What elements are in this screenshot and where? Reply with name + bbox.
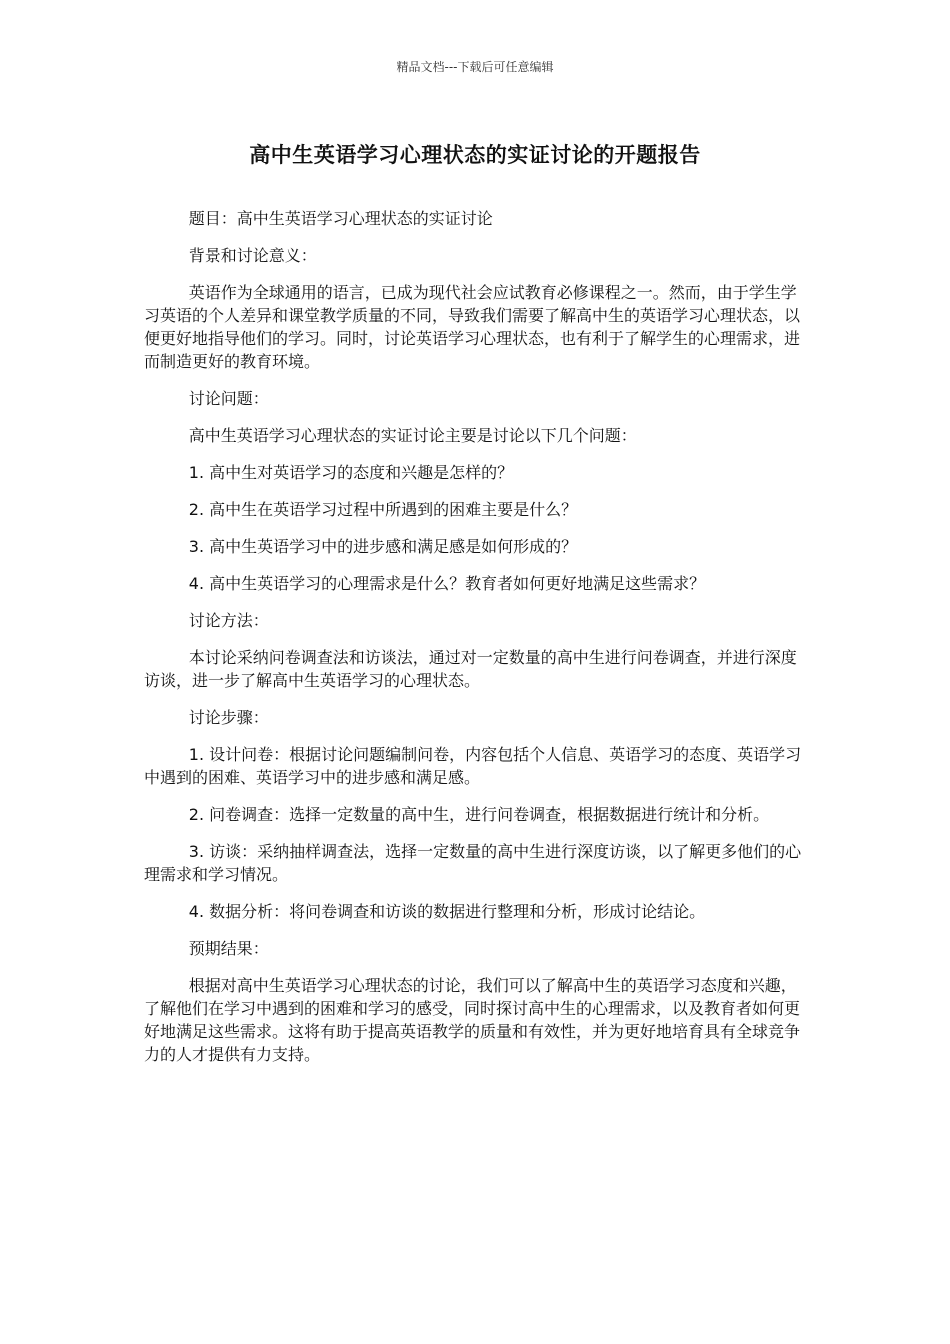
- step-item: 2. 问卷调查：选择一定数量的高中生，进行问卷调查，根据数据进行统计和分析。: [188, 805, 770, 824]
- paragraph-questions-intro: 高中生英语学习心理状态的实证讨论主要是讨论以下几个问题：: [188, 426, 637, 445]
- step-item: 3. 访谈：采纳抽样调查法，选择一定数量的高中生进行深度访谈，以了解更多他们的心理需求和学习情况。: [144, 842, 802, 884]
- heading-steps: 讨论步骤：: [188, 708, 269, 727]
- question-item: 2. 高中生在英语学习过程中所遇到的困难主要是什么？: [188, 500, 578, 519]
- paragraph-expected-results: 根据对高中生英语学习心理状态的讨论，我们可以了解高中生的英语学习态度和兴趣，了解他们在学习中遇到的困难和学习的感受，同时探讨高中生的心理需求，以及教育者如何更好地满足这些需求。这将有助于提高英语教学的质量和有效性，并为更好地培育具有全球竞争力的人才提供有力支持。: [144, 976, 801, 1064]
- heading-methods: 讨论方法：: [188, 611, 269, 630]
- page-header: 精品文档---下载后可任意编辑: [396, 60, 554, 74]
- step-item: 4. 数据分析：将问卷调查和访谈的数据进行整理和分析，形成讨论结论。: [188, 902, 706, 921]
- paragraph-methods: 本讨论采纳问卷调查法和访谈法，通过对一定数量的高中生进行问卷调查，并进行深度访谈，进一步了解高中生英语学习的心理状态。: [144, 648, 797, 690]
- heading-questions: 讨论问题：: [188, 389, 269, 408]
- paragraph-background: 英语作为全球通用的语言，已成为现代社会应试教育必修课程之一。然而，由于学生学习英语的个人差异和课堂教学质量的不同，导致我们需要了解高中生的英语学习心理状态，以便更好地指导他们的学习。同时，讨论英语学习心理状态，也有利于了解学生的心理需求，进而制造更好的教育环境。: [144, 283, 801, 371]
- step-item: 1. 设计问卷：根据讨论问题编制问卷，内容包括个人信息、英语学习的态度、英语学习中遇到的困难、英语学习中的进步感和满足感。: [144, 745, 802, 787]
- question-item: 3. 高中生英语学习中的进步感和满足感是如何形成的？: [188, 537, 578, 556]
- heading-expected-results: 预期结果：: [188, 939, 269, 958]
- question-item: 1. 高中生对英语学习的态度和兴趣是怎样的？: [188, 463, 514, 482]
- document-body: [144, 207, 806, 1080]
- question-item: 4. 高中生英语学习的心理需求是什么？教育者如何更好地满足这些需求？: [188, 574, 706, 593]
- document-title: 高中生英语学习心理状态的实证讨论的开题报告: [249, 143, 701, 167]
- heading-background: 背景和讨论意义：: [188, 246, 317, 265]
- paragraph-topic: 题目：高中生英语学习心理状态的实证讨论: [188, 209, 493, 228]
